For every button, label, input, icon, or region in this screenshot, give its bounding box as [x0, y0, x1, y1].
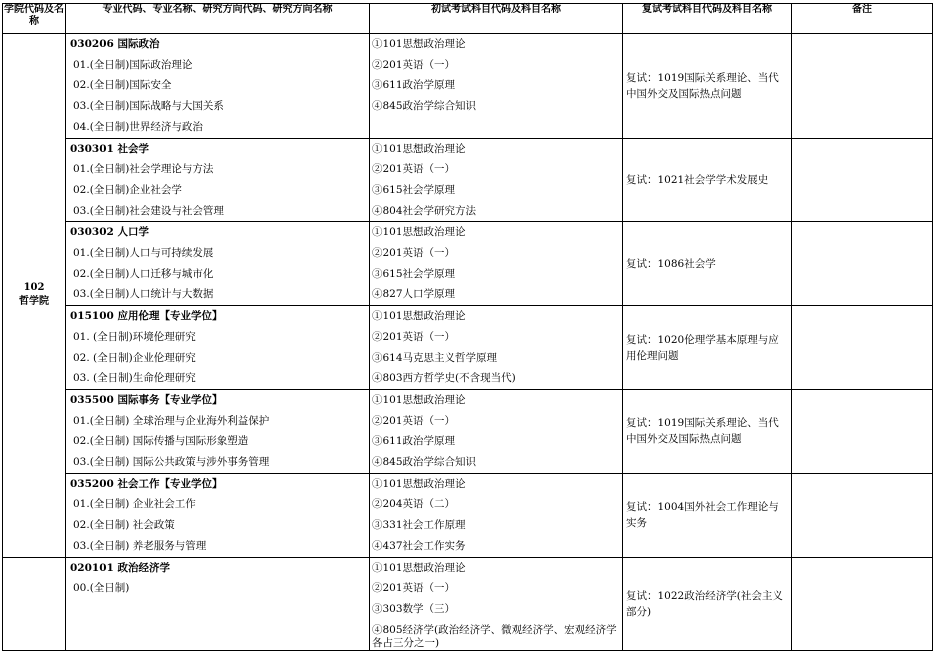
initial-exam-cell [370, 222, 623, 306]
exam-subject: ②201英语（一） [372, 247, 456, 260]
retest-cell: 复试：1021社会学学术发展史 [623, 138, 792, 222]
direction-item: 01. (全日制)环境伦理研究 [73, 330, 196, 343]
initial-exam-cell [370, 389, 623, 473]
initial-exam-cell [370, 34, 623, 139]
major-cell [66, 306, 370, 390]
major-cell [66, 473, 370, 557]
exam-subject: ④845政治学综合知识 [372, 100, 477, 113]
exam-subject: ①101思想政治理论 [372, 310, 466, 323]
exam-subject: ②201英语（一） [372, 58, 456, 71]
direction-item: 02. (全日制)企业伦理研究 [73, 351, 196, 364]
direction-item: 01.(全日制)国际政治理论 [73, 58, 193, 71]
exam-subject: ③615社会学原理 [372, 183, 456, 196]
direction-item: 00.(全日制) [73, 582, 130, 595]
table-row [3, 34, 933, 139]
direction-item: 03.(全日制)人口统计与大数据 [73, 288, 214, 301]
major-cell [66, 138, 370, 222]
notes-cell [792, 222, 933, 306]
exam-subject: ①101思想政治理论 [372, 226, 466, 239]
exam-subject: ③303数学（三） [372, 602, 456, 615]
college-cell [3, 34, 66, 558]
major-title: 035200 社会工作【专业学位】 [70, 477, 223, 490]
table-row [3, 473, 933, 557]
header-initial-exam: 初试考试科目代码及科目名称 [370, 4, 623, 34]
direction-item: 01.(全日制)社会学理论与方法 [73, 163, 214, 176]
retest-cell: 复试：1004国外社会工作理论与实务 [623, 473, 792, 557]
exam-subject: ③615社会学原理 [372, 267, 456, 280]
header-retest-exam: 复试考试科目代码及科目名称 [623, 4, 792, 34]
header-major: 专业代码、专业名称、研究方向代码、研究方向名称 [66, 4, 370, 34]
exam-subject: ④804社会学研究方法 [372, 204, 477, 217]
direction-item: 02.(全日制) 社会政策 [73, 519, 175, 532]
notes-cell [792, 34, 933, 139]
exam-subject: ③614马克思主义哲学原理 [372, 351, 498, 364]
major-title: 020101 政治经济学 [70, 561, 170, 574]
major-cell [66, 557, 370, 650]
table-row [3, 389, 933, 473]
exam-subject: ②201英语（一） [372, 582, 456, 595]
direction-item: 04.(全日制)世界经济与政治 [73, 120, 203, 133]
exam-subject: ④437社会工作实务 [372, 539, 466, 552]
exam-subject: ③611政治学原理 [372, 79, 456, 92]
exam-subject: ②204英语（二） [372, 498, 456, 511]
college-cell-empty [3, 557, 66, 650]
college-code: 102 [23, 282, 45, 294]
exam-subject: ③611政治学原理 [372, 435, 456, 448]
exam-subject: ①101思想政治理论 [372, 38, 466, 50]
major-title: 030206 国际政治 [70, 38, 160, 50]
header-notes: 备注 [792, 4, 933, 34]
table-row [3, 222, 933, 306]
direction-item: 03.(全日制)社会建设与社会管理 [73, 204, 224, 217]
direction-item: 01.(全日制)人口与可持续发展 [73, 247, 214, 260]
initial-exam-cell [370, 138, 623, 222]
header-college: 学院代码及名称 [3, 4, 66, 34]
direction-item: 02.(全日制)人口迁移与城市化 [73, 267, 214, 280]
exam-subject: ①101思想政治理论 [372, 142, 466, 155]
major-title: 035500 国际事务【专业学位】 [70, 393, 223, 406]
initial-exam-cell [370, 306, 623, 390]
direction-item: 02.(全日制)企业社会学 [73, 183, 182, 196]
table-row [3, 306, 933, 390]
major-cell [66, 34, 370, 139]
direction-item: 03. (全日制)生命伦理研究 [73, 372, 196, 385]
direction-item: 02.(全日制) 国际传播与国际形象塑造 [73, 435, 249, 448]
exam-subject: ④803西方哲学史(不含现当代) [372, 372, 516, 385]
table-row [3, 138, 933, 222]
exam-subject: ④805经济学(政治经济学、微观经济学、宏观经济学各占三分之一) [372, 623, 617, 649]
major-title: 030302 人口学 [70, 226, 149, 239]
notes-cell [792, 138, 933, 222]
exam-subject: ②201英语（一） [372, 163, 456, 176]
notes-cell [792, 389, 933, 473]
major-cell [66, 222, 370, 306]
direction-item: 02.(全日制)国际安全 [73, 79, 172, 92]
exam-subject: ②201英语（一） [372, 330, 456, 343]
direction-item: 03.(全日制) 养老服务与管理 [73, 539, 207, 552]
direction-item: 01.(全日制) 全球治理与企业海外利益保护 [73, 414, 270, 427]
header-row [3, 4, 933, 34]
initial-exam-cell [370, 557, 623, 650]
retest-cell: 复试：1022政治经济学(社会主义部分) [623, 557, 792, 650]
notes-cell [792, 557, 933, 650]
direction-item: 01.(全日制) 企业社会工作 [73, 498, 196, 511]
admissions-table [2, 3, 933, 651]
exam-subject: ①101思想政治理论 [372, 393, 466, 406]
exam-subject: ②201英语（一） [372, 414, 456, 427]
initial-exam-cell [370, 473, 623, 557]
notes-cell [792, 473, 933, 557]
exam-subject: ①101思想政治理论 [372, 561, 466, 574]
notes-cell [792, 306, 933, 390]
retest-cell: 复试：1019国际关系理论、当代中国外交及国际热点问题 [623, 34, 792, 139]
college-name: 哲学院 [19, 296, 49, 308]
exam-subject: ④845政治学综合知识 [372, 456, 477, 469]
direction-item: 03.(全日制)国际战略与大国关系 [73, 100, 224, 113]
exam-subject: ③331社会工作原理 [372, 519, 466, 532]
major-title: 015100 应用伦理【专业学位】 [70, 310, 223, 323]
retest-cell: 复试：1086社会学 [623, 222, 792, 306]
major-title: 030301 社会学 [70, 142, 149, 155]
exam-subject: ①101思想政治理论 [372, 477, 466, 490]
exam-subject: ④827人口学原理 [372, 288, 456, 301]
retest-cell: 复试：1019国际关系理论、当代中国外交及国际热点问题 [623, 389, 792, 473]
table-row [3, 557, 933, 650]
direction-item: 03.(全日制) 国际公共政策与涉外事务管理 [73, 456, 270, 469]
major-cell [66, 389, 370, 473]
retest-cell: 复试：1020伦理学基本原理与应用伦理问题 [623, 306, 792, 390]
